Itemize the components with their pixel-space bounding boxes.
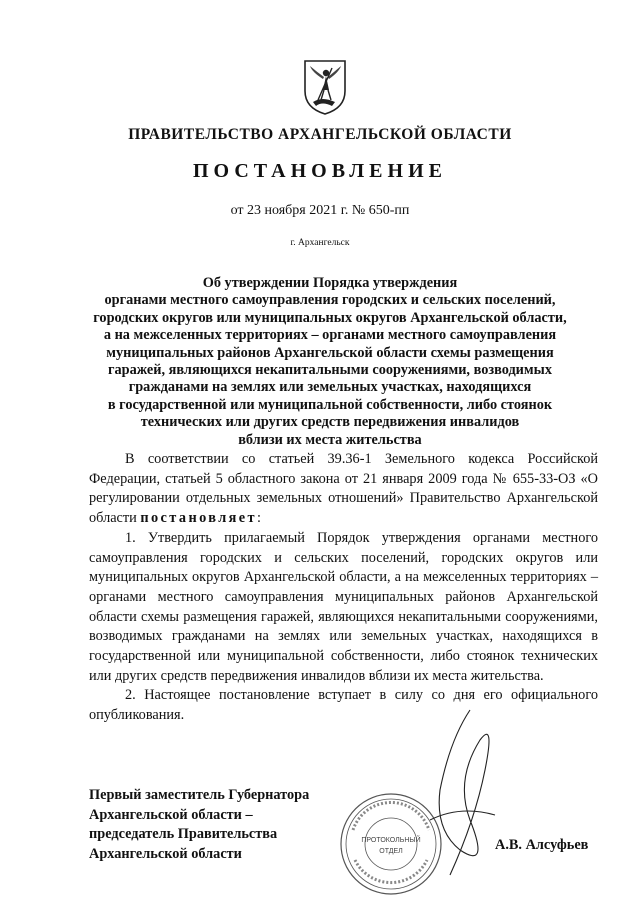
title-line: Об утверждении Порядка утверждения <box>202 275 458 291</box>
title-line: городских округов или муниципальных округов Архангельской области, <box>93 309 567 326</box>
archangel-coat-of-arms-icon <box>302 58 348 116</box>
position-line: Первый заместитель Губернатора <box>89 787 310 803</box>
handwritten-signature <box>410 700 520 890</box>
preamble-colon: : <box>256 510 261 527</box>
title-line: муниципальных районов Архангельской области схемы размещения <box>106 344 554 361</box>
item-1-paragraph: 1. Утвердить прилагаемый Порядок утверждения органами местного самоуправления городских и сельских поселений, городских округов или муниципальных округов Архангельской области, а на межселенных территориях – органами местного самоуправления муниципальных районов Архангельской области схемы размещения гаражей, являющихся некапитальными сооружениями, возводимых гражданами на землях или земельных участках, находящихся в государственной или муниципальной собственности, либо стоянок технических или других средств передвижения инвалидов вблизи их места жительства. <box>89 529 598 684</box>
preamble-paragraph <box>89 450 598 529</box>
title-line: в государственной или муниципальной собственности, либо стоянок <box>107 396 553 413</box>
position-line: Архангельской области – <box>89 806 253 823</box>
svg-text:ОТДЕЛ: ОТДЕЛ <box>379 848 403 855</box>
title-line: а на межселенных территориях – органами местного самоуправления <box>103 327 557 344</box>
document-title <box>70 275 590 449</box>
position-line: Архангельской области <box>89 846 242 863</box>
government-name: ПРАВИТЕЛЬСТВО АРХАНГЕЛЬСКОЙ ОБЛАСТИ <box>128 126 512 143</box>
document-city: г. Архангельск <box>290 238 350 248</box>
title-line: гражданами на землях или земельных участках, находящихся <box>128 379 532 396</box>
document-date-number: от 23 ноября 2021 г. № 650-пп <box>230 203 410 218</box>
document-type: ПОСТАНОВЛЕНИЕ <box>193 160 447 182</box>
preamble-text: В соответствии со статьей 39.36-1 Земельного кодекса Российской Федерации, статьей 5 областного закона от 21 января 2009 года № 655-33-ОЗ «О регулировании отдельных земельных отношений» Правительство Архангельской области <box>89 451 598 527</box>
title-line: гаражей, являющихся некапитальными сооружениями, возводимых <box>108 362 552 379</box>
position-line: председатель Правительства <box>89 826 278 843</box>
title-line: органами местного самоуправления городских и сельских поселений, <box>104 292 556 309</box>
title-line: технических или других средств передвижения инвалидов <box>140 414 520 431</box>
item-2-paragraph: 2. Настоящее постановление вступает в силу со дня его официального опубликования. <box>89 687 598 724</box>
resolves-word: постановляет <box>140 510 257 527</box>
signatory-position <box>89 786 309 865</box>
document-body <box>89 450 598 726</box>
svg-text:ПРОТОКОЛЬНЫЙ: ПРОТОКОЛЬНЫЙ <box>361 837 421 844</box>
title-line: вблизи их места жительства <box>238 431 422 448</box>
signatory-name: А.В. Алсуфьев <box>495 837 589 853</box>
